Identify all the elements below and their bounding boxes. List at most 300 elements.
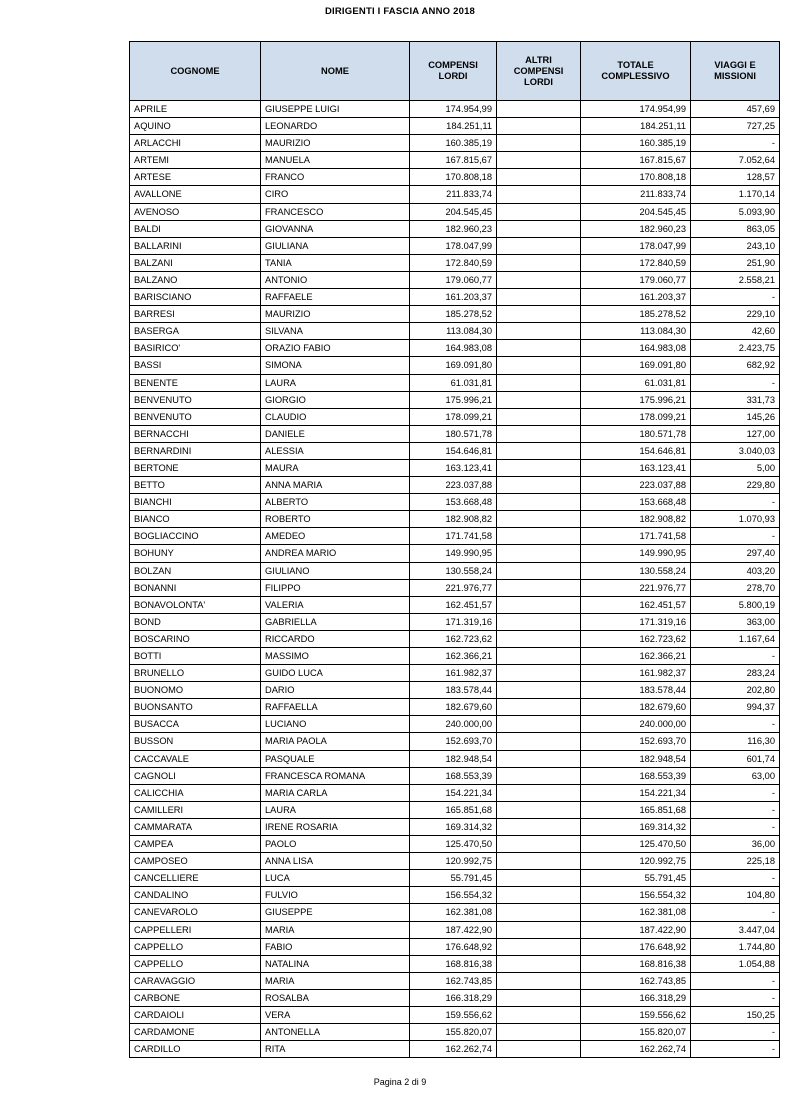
cell-totale-complessivo: 223.037,88 <box>581 477 691 494</box>
cell-cognome: BRUNELLO <box>130 665 261 682</box>
cell-altri-compensi-lordi <box>497 408 581 425</box>
cell-viaggi-missioni: 229,10 <box>691 306 780 323</box>
cell-altri-compensi-lordi <box>497 682 581 699</box>
cell-compensi-lordi: 167.815,67 <box>410 152 497 169</box>
cell-totale-complessivo: 162.262,74 <box>581 1041 691 1058</box>
cell-cognome: BERNACCHI <box>130 425 261 442</box>
cell-nome: MARIA PAOLA <box>261 733 410 750</box>
table-row <box>130 1024 780 1041</box>
cell-altri-compensi-lordi <box>497 699 581 716</box>
cell-totale-complessivo: 154.646,81 <box>581 442 691 459</box>
cell-viaggi-missioni: 283,24 <box>691 665 780 682</box>
cell-cognome: CAMPOSEO <box>130 853 261 870</box>
cell-altri-compensi-lordi <box>497 853 581 870</box>
table-row <box>130 289 780 306</box>
cell-totale-complessivo: 179.060,77 <box>581 271 691 288</box>
cell-nome: GIOVANNA <box>261 220 410 237</box>
cell-viaggi-missioni: 128,57 <box>691 169 780 186</box>
cell-viaggi-missioni: 2.423,75 <box>691 340 780 357</box>
cell-compensi-lordi: 223.037,88 <box>410 477 497 494</box>
cell-altri-compensi-lordi <box>497 613 581 630</box>
cell-nome: RAFFAELE <box>261 289 410 306</box>
cell-nome: ANNA MARIA <box>261 477 410 494</box>
page-footer: Pagina 2 di 9 <box>373 1077 427 1087</box>
cell-nome: GIULIANA <box>261 237 410 254</box>
cell-nome: GIULIANO <box>261 562 410 579</box>
cell-altri-compensi-lordi <box>497 220 581 237</box>
cell-totale-complessivo: 153.668,48 <box>581 494 691 511</box>
table-row <box>130 579 780 596</box>
cell-cognome: CAPPELLO <box>130 955 261 972</box>
table-row <box>130 186 780 203</box>
cell-totale-complessivo: 61.031,81 <box>581 374 691 391</box>
cell-altri-compensi-lordi <box>497 818 581 835</box>
cell-compensi-lordi: 160.385,19 <box>410 135 497 152</box>
cell-altri-compensi-lordi <box>497 836 581 853</box>
cell-viaggi-missioni: 297,40 <box>691 545 780 562</box>
cell-totale-complessivo: 162.451,57 <box>581 596 691 613</box>
cell-cognome: CARDAIOLI <box>130 1006 261 1023</box>
cell-altri-compensi-lordi <box>497 237 581 254</box>
table-row <box>130 357 780 374</box>
cell-altri-compensi-lordi <box>497 528 581 545</box>
cell-viaggi-missioni: - <box>691 135 780 152</box>
cell-nome: LEONARDO <box>261 118 410 135</box>
cell-compensi-lordi: 152.693,70 <box>410 733 497 750</box>
cell-viaggi-missioni: 331,73 <box>691 391 780 408</box>
cell-cognome: ARTESE <box>130 169 261 186</box>
column-header-cognome: COGNOME <box>130 42 261 101</box>
cell-totale-complessivo: 176.648,92 <box>581 938 691 955</box>
cell-cognome: BOGLIACCINO <box>130 528 261 545</box>
cell-nome: GIORGIO <box>261 391 410 408</box>
cell-nome: FULVIO <box>261 887 410 904</box>
cell-viaggi-missioni: 363,00 <box>691 613 780 630</box>
cell-totale-complessivo: 125.470,50 <box>581 836 691 853</box>
table-row <box>130 494 780 511</box>
cell-altri-compensi-lordi <box>497 801 581 818</box>
table-row <box>130 836 780 853</box>
table-row <box>130 1041 780 1058</box>
table-row <box>130 323 780 340</box>
cell-totale-complessivo: 164.983,08 <box>581 340 691 357</box>
cell-totale-complessivo: 162.366,21 <box>581 648 691 665</box>
cell-altri-compensi-lordi <box>497 101 581 118</box>
cell-nome: MASSIMO <box>261 648 410 665</box>
cell-totale-complessivo: 187.422,90 <box>581 921 691 938</box>
cell-compensi-lordi: 162.723,62 <box>410 630 497 647</box>
cell-compensi-lordi: 184.251,11 <box>410 118 497 135</box>
cell-viaggi-missioni: 994,37 <box>691 699 780 716</box>
cell-cognome: BALZANI <box>130 254 261 271</box>
cell-viaggi-missioni: 251,90 <box>691 254 780 271</box>
cell-cognome: BUONOMO <box>130 682 261 699</box>
table-row <box>130 562 780 579</box>
cell-nome: PAOLO <box>261 836 410 853</box>
cell-cognome: CARDAMONE <box>130 1024 261 1041</box>
column-header-altri-compensi-lordi: ALTRI COMPENSI LORDI <box>497 42 581 101</box>
table-row <box>130 101 780 118</box>
cell-totale-complessivo: 166.318,29 <box>581 989 691 1006</box>
cell-altri-compensi-lordi <box>497 716 581 733</box>
cell-nome: GIUSEPPE LUIGI <box>261 101 410 118</box>
table-row <box>130 784 780 801</box>
cell-totale-complessivo: 162.743,85 <box>581 972 691 989</box>
cell-compensi-lordi: 161.203,37 <box>410 289 497 306</box>
cell-cognome: CAMMARATA <box>130 818 261 835</box>
cell-cognome: BONAVOLONTA' <box>130 596 261 613</box>
cell-viaggi-missioni: - <box>691 494 780 511</box>
table-row <box>130 528 780 545</box>
cell-totale-complessivo: 160.385,19 <box>581 135 691 152</box>
cell-viaggi-missioni: 457,69 <box>691 101 780 118</box>
cell-cognome: CARDILLO <box>130 1041 261 1058</box>
cell-nome: ANTONELLA <box>261 1024 410 1041</box>
cell-altri-compensi-lordi <box>497 921 581 938</box>
cell-nome: ALESSIA <box>261 442 410 459</box>
cell-totale-complessivo: 155.820,07 <box>581 1024 691 1041</box>
cell-cognome: BUSACCA <box>130 716 261 733</box>
cell-altri-compensi-lordi <box>497 306 581 323</box>
cell-totale-complessivo: 169.091,80 <box>581 357 691 374</box>
cell-totale-complessivo: 211.833,74 <box>581 186 691 203</box>
cell-viaggi-missioni: 225,18 <box>691 853 780 870</box>
cell-nome: CLAUDIO <box>261 408 410 425</box>
table-row <box>130 477 780 494</box>
cell-nome: AMEDEO <box>261 528 410 545</box>
cell-nome: FRANCESCA ROMANA <box>261 767 410 784</box>
cell-totale-complessivo: 185.278,52 <box>581 306 691 323</box>
cell-altri-compensi-lordi <box>497 1041 581 1058</box>
cell-compensi-lordi: 55.791,45 <box>410 870 497 887</box>
cell-totale-complessivo: 174.954,99 <box>581 101 691 118</box>
cell-viaggi-missioni: - <box>691 1041 780 1058</box>
cell-altri-compensi-lordi <box>497 938 581 955</box>
cell-nome: NATALINA <box>261 955 410 972</box>
cell-compensi-lordi: 178.047,99 <box>410 237 497 254</box>
cell-viaggi-missioni: - <box>691 870 780 887</box>
cell-cognome: CARAVAGGIO <box>130 972 261 989</box>
cell-nome: RAFFAELLA <box>261 699 410 716</box>
cell-altri-compensi-lordi <box>497 391 581 408</box>
cell-nome: ANDREA MARIO <box>261 545 410 562</box>
cell-cognome: CANDALINO <box>130 887 261 904</box>
table-row <box>130 613 780 630</box>
cell-cognome: BERTONE <box>130 459 261 476</box>
cell-compensi-lordi: 162.366,21 <box>410 648 497 665</box>
table-row <box>130 459 780 476</box>
cell-cognome: APRILE <box>130 101 261 118</box>
column-header-viaggi-missioni: VIAGGI E MISSIONI <box>691 42 780 101</box>
cell-viaggi-missioni: - <box>691 1024 780 1041</box>
cell-altri-compensi-lordi <box>497 477 581 494</box>
table-row <box>130 203 780 220</box>
cell-altri-compensi-lordi <box>497 887 581 904</box>
cell-compensi-lordi: 163.123,41 <box>410 459 497 476</box>
cell-nome: MARIA <box>261 921 410 938</box>
cell-viaggi-missioni: 36,00 <box>691 836 780 853</box>
cell-viaggi-missioni: 7.052,64 <box>691 152 780 169</box>
cell-totale-complessivo: 182.948,54 <box>581 750 691 767</box>
cell-viaggi-missioni: 3.447,04 <box>691 921 780 938</box>
cell-compensi-lordi: 113.084,30 <box>410 323 497 340</box>
table-row <box>130 169 780 186</box>
cell-nome: LAURA <box>261 801 410 818</box>
table-row <box>130 545 780 562</box>
cell-altri-compensi-lordi <box>497 784 581 801</box>
cell-totale-complessivo: 149.990,95 <box>581 545 691 562</box>
cell-viaggi-missioni: - <box>691 716 780 733</box>
cell-cognome: BALLARINI <box>130 237 261 254</box>
cell-totale-complessivo: 180.571,78 <box>581 425 691 442</box>
cell-altri-compensi-lordi <box>497 750 581 767</box>
cell-compensi-lordi: 204.545,45 <box>410 203 497 220</box>
cell-compensi-lordi: 156.554,32 <box>410 887 497 904</box>
cell-altri-compensi-lordi <box>497 135 581 152</box>
cell-nome: ORAZIO FABIO <box>261 340 410 357</box>
cell-cognome: BIANCO <box>130 511 261 528</box>
cell-altri-compensi-lordi <box>497 596 581 613</box>
cell-nome: FRANCESCO <box>261 203 410 220</box>
table-row <box>130 955 780 972</box>
table-row <box>130 340 780 357</box>
cell-altri-compensi-lordi <box>497 989 581 1006</box>
cell-cognome: ARLACCHI <box>130 135 261 152</box>
column-header-totale-complessivo: TOTALE COMPLESSIVO <box>581 42 691 101</box>
cell-totale-complessivo: 171.741,58 <box>581 528 691 545</box>
cell-totale-complessivo: 172.840,59 <box>581 254 691 271</box>
cell-altri-compensi-lordi <box>497 955 581 972</box>
cell-totale-complessivo: 221.976,77 <box>581 579 691 596</box>
cell-totale-complessivo: 161.203,37 <box>581 289 691 306</box>
cell-viaggi-missioni: 1.744,80 <box>691 938 780 955</box>
cell-altri-compensi-lordi <box>497 579 581 596</box>
cell-cognome: CALICCHIA <box>130 784 261 801</box>
table-row <box>130 767 780 784</box>
table-row <box>130 938 780 955</box>
cell-totale-complessivo: 113.084,30 <box>581 323 691 340</box>
cell-cognome: BIANCHI <box>130 494 261 511</box>
cell-compensi-lordi: 240.000,00 <box>410 716 497 733</box>
cell-totale-complessivo: 240.000,00 <box>581 716 691 733</box>
table-body <box>130 101 780 1058</box>
cell-altri-compensi-lordi <box>497 630 581 647</box>
cell-compensi-lordi: 162.743,85 <box>410 972 497 989</box>
cell-nome: LAURA <box>261 374 410 391</box>
cell-totale-complessivo: 184.251,11 <box>581 118 691 135</box>
table-row <box>130 989 780 1006</box>
cell-compensi-lordi: 178.099,21 <box>410 408 497 425</box>
table-row <box>130 853 780 870</box>
cell-nome: MARIA <box>261 972 410 989</box>
cell-totale-complessivo: 168.553,39 <box>581 767 691 784</box>
cell-totale-complessivo: 162.723,62 <box>581 630 691 647</box>
cell-altri-compensi-lordi <box>497 169 581 186</box>
cell-cognome: BENVENUTO <box>130 408 261 425</box>
cell-altri-compensi-lordi <box>497 545 581 562</box>
cell-viaggi-missioni: - <box>691 374 780 391</box>
cell-nome: FILIPPO <box>261 579 410 596</box>
table-row <box>130 648 780 665</box>
cell-viaggi-missioni: - <box>691 972 780 989</box>
table-row <box>130 374 780 391</box>
cell-totale-complessivo: 170.808,18 <box>581 169 691 186</box>
cell-viaggi-missioni: 127,00 <box>691 425 780 442</box>
cell-altri-compensi-lordi <box>497 323 581 340</box>
cell-compensi-lordi: 125.470,50 <box>410 836 497 853</box>
cell-totale-complessivo: 162.381,08 <box>581 904 691 921</box>
table-header <box>130 42 780 101</box>
table-row <box>130 254 780 271</box>
table-row <box>130 733 780 750</box>
cell-compensi-lordi: 174.954,99 <box>410 101 497 118</box>
cell-cognome: BALZANO <box>130 271 261 288</box>
cell-cognome: BARRESI <box>130 306 261 323</box>
cell-cognome: CACCAVALE <box>130 750 261 767</box>
cell-compensi-lordi: 154.646,81 <box>410 442 497 459</box>
cell-nome: GABRIELLA <box>261 613 410 630</box>
cell-nome: RITA <box>261 1041 410 1058</box>
cell-nome: MAURIZIO <box>261 306 410 323</box>
cell-viaggi-missioni: 1.070,93 <box>691 511 780 528</box>
cell-nome: PASQUALE <box>261 750 410 767</box>
cell-viaggi-missioni: 150,25 <box>691 1006 780 1023</box>
cell-compensi-lordi: 182.908,82 <box>410 511 497 528</box>
cell-nome: LUCIANO <box>261 716 410 733</box>
cell-totale-complessivo: 156.554,32 <box>581 887 691 904</box>
cell-compensi-lordi: 171.319,16 <box>410 613 497 630</box>
page-title: DIRIGENTI I FASCIA ANNO 2018 <box>324 6 476 17</box>
cell-cognome: CARBONE <box>130 989 261 1006</box>
cell-cognome: CAPPELLERI <box>130 921 261 938</box>
cell-cognome: AVALLONE <box>130 186 261 203</box>
table-row <box>130 220 780 237</box>
cell-compensi-lordi: 180.571,78 <box>410 425 497 442</box>
cell-cognome: BASSI <box>130 357 261 374</box>
cell-altri-compensi-lordi <box>497 442 581 459</box>
cell-cognome: CAMPEA <box>130 836 261 853</box>
cell-viaggi-missioni: 229,80 <box>691 477 780 494</box>
cell-nome: FRANCO <box>261 169 410 186</box>
cell-totale-complessivo: 183.578,44 <box>581 682 691 699</box>
cell-altri-compensi-lordi <box>497 340 581 357</box>
cell-viaggi-missioni: 116,30 <box>691 733 780 750</box>
cell-compensi-lordi: 120.992,75 <box>410 853 497 870</box>
cell-cognome: BONANNI <box>130 579 261 596</box>
cell-nome: FABIO <box>261 938 410 955</box>
cell-altri-compensi-lordi <box>497 870 581 887</box>
cell-altri-compensi-lordi <box>497 1006 581 1023</box>
cell-nome: RICCARDO <box>261 630 410 647</box>
cell-viaggi-missioni: - <box>691 989 780 1006</box>
cell-compensi-lordi: 183.578,44 <box>410 682 497 699</box>
table-row <box>130 716 780 733</box>
cell-cognome: BASERGA <box>130 323 261 340</box>
cell-altri-compensi-lordi <box>497 562 581 579</box>
cell-compensi-lordi: 172.840,59 <box>410 254 497 271</box>
cell-compensi-lordi: 61.031,81 <box>410 374 497 391</box>
table-header-row <box>130 42 780 101</box>
cell-nome: IRENE ROSARIA <box>261 818 410 835</box>
cell-compensi-lordi: 155.820,07 <box>410 1024 497 1041</box>
cell-altri-compensi-lordi <box>497 511 581 528</box>
cell-altri-compensi-lordi <box>497 972 581 989</box>
cell-viaggi-missioni: 601,74 <box>691 750 780 767</box>
cell-compensi-lordi: 159.556,62 <box>410 1006 497 1023</box>
cell-altri-compensi-lordi <box>497 494 581 511</box>
cell-altri-compensi-lordi <box>497 118 581 135</box>
cell-totale-complessivo: 152.693,70 <box>581 733 691 750</box>
table-row <box>130 682 780 699</box>
cell-altri-compensi-lordi <box>497 254 581 271</box>
cell-viaggi-missioni: 63,00 <box>691 767 780 784</box>
cell-altri-compensi-lordi <box>497 152 581 169</box>
cell-nome: GUIDO LUCA <box>261 665 410 682</box>
cell-nome: SILVANA <box>261 323 410 340</box>
table-row <box>130 596 780 613</box>
cell-nome: MAURIZIO <box>261 135 410 152</box>
table-row <box>130 391 780 408</box>
cell-nome: GIUSEPPE <box>261 904 410 921</box>
cell-totale-complessivo: 120.992,75 <box>581 853 691 870</box>
cell-nome: DANIELE <box>261 425 410 442</box>
cell-totale-complessivo: 178.047,99 <box>581 237 691 254</box>
cell-compensi-lordi: 149.990,95 <box>410 545 497 562</box>
cell-altri-compensi-lordi <box>497 186 581 203</box>
cell-viaggi-missioni: 2.558,21 <box>691 271 780 288</box>
cell-cognome: BARISCIANO <box>130 289 261 306</box>
cell-cognome: BASIRICO' <box>130 340 261 357</box>
table-row <box>130 630 780 647</box>
cell-compensi-lordi: 130.558,24 <box>410 562 497 579</box>
cell-totale-complessivo: 182.679,60 <box>581 699 691 716</box>
cell-altri-compensi-lordi <box>497 357 581 374</box>
cell-viaggi-missioni: 3.040,03 <box>691 442 780 459</box>
cell-totale-complessivo: 165.851,68 <box>581 801 691 818</box>
table-row <box>130 870 780 887</box>
cell-compensi-lordi: 179.060,77 <box>410 271 497 288</box>
cell-compensi-lordi: 168.816,38 <box>410 955 497 972</box>
cell-totale-complessivo: 159.556,62 <box>581 1006 691 1023</box>
cell-totale-complessivo: 130.558,24 <box>581 562 691 579</box>
cell-compensi-lordi: 175.996,21 <box>410 391 497 408</box>
table-row <box>130 750 780 767</box>
cell-compensi-lordi: 162.262,74 <box>410 1041 497 1058</box>
cell-cognome: CANEVAROLO <box>130 904 261 921</box>
cell-cognome: CAMILLERI <box>130 801 261 818</box>
cell-totale-complessivo: 163.123,41 <box>581 459 691 476</box>
table-row <box>130 135 780 152</box>
table-row <box>130 408 780 425</box>
cell-cognome: CANCELLIERE <box>130 870 261 887</box>
cell-compensi-lordi: 221.976,77 <box>410 579 497 596</box>
table-row <box>130 665 780 682</box>
cell-altri-compensi-lordi <box>497 904 581 921</box>
cell-altri-compensi-lordi <box>497 665 581 682</box>
cell-cognome: BOHUNY <box>130 545 261 562</box>
table-row <box>130 699 780 716</box>
cell-nome: MAURA <box>261 459 410 476</box>
cell-cognome: CAGNOLI <box>130 767 261 784</box>
cell-cognome: BUSSON <box>130 733 261 750</box>
cell-viaggi-missioni: 682,92 <box>691 357 780 374</box>
table-row <box>130 306 780 323</box>
cell-nome: VALERIA <box>261 596 410 613</box>
cell-totale-complessivo: 167.815,67 <box>581 152 691 169</box>
cell-cognome: BENENTE <box>130 374 261 391</box>
table-row <box>130 271 780 288</box>
cell-compensi-lordi: 169.314,32 <box>410 818 497 835</box>
